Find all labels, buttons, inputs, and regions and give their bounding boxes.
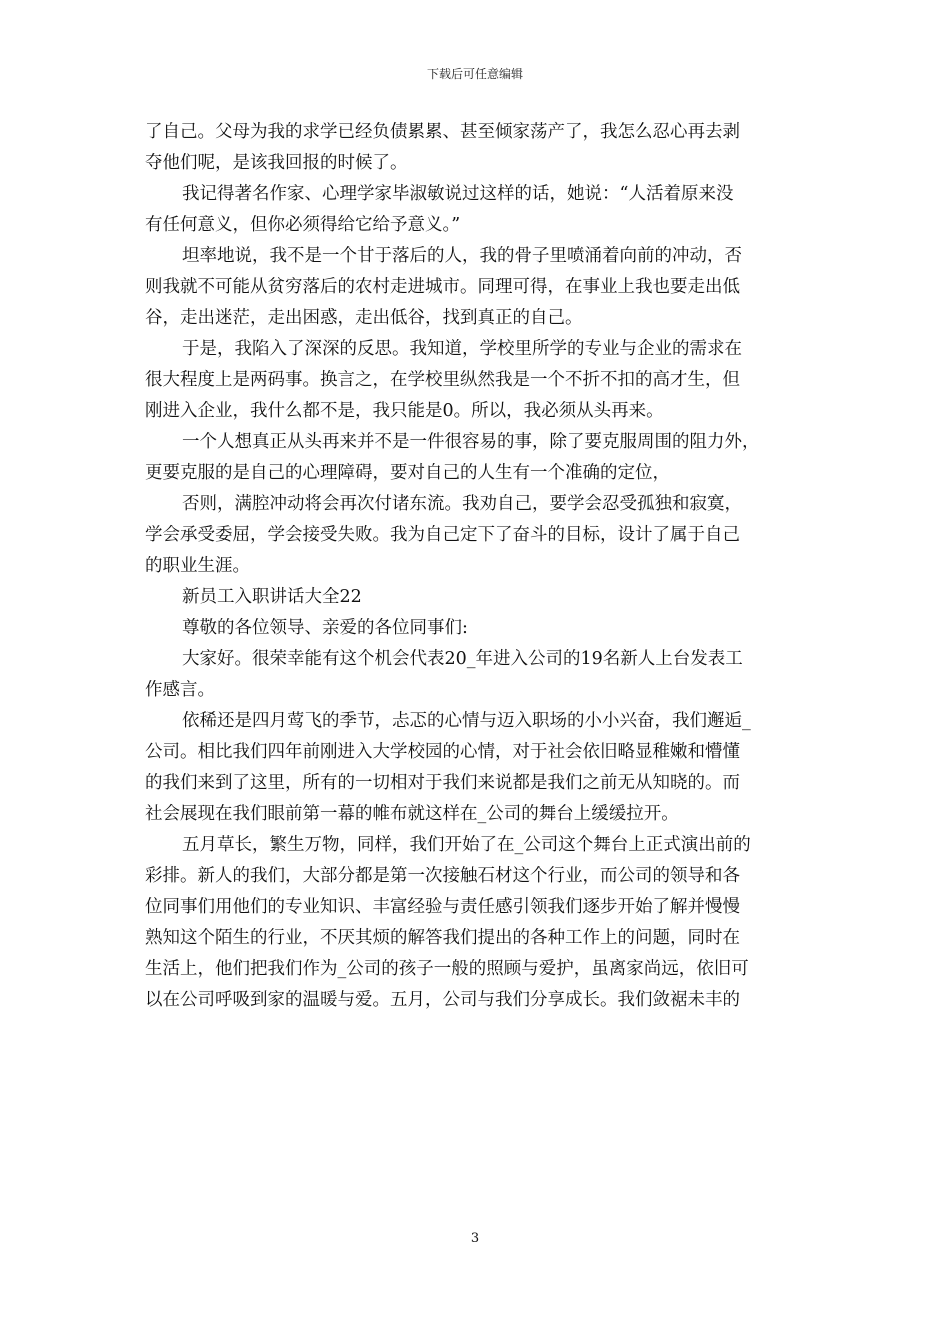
text-line: 则我就不可能从贫穷落后的农村走进城市。同理可得，在事业上我也要走出低 xyxy=(145,277,740,297)
text-line: 公司。相比我们四年前刚进入大学校园的心情，对于社会依旧略显稚嫩和懵懂 xyxy=(145,742,740,762)
text-line: 很大程度上是两码事。换言之，在学校里纵然我是一个不折不扣的高才生，但 xyxy=(145,370,740,390)
paragraph-start: 否则，满腔冲动将会再次付诸东流。我劝自己，要学会忍受孤独和寂寞， xyxy=(182,494,742,514)
text-line: 有任何意义，但你必须得给它给予意义。” xyxy=(145,215,461,235)
text-line: 熟知这个陌生的行业，不厌其烦的解答我们提出的各种工作上的问题，同时在 xyxy=(145,928,740,948)
text-line: 作感言。 xyxy=(145,680,215,700)
page-header: 下载后可任意编辑 xyxy=(426,67,523,81)
paragraph-start: 我记得著名作家、心理学家毕淑敏说过这样的话，她说：“人活着原来没 xyxy=(182,184,734,204)
paragraph-start: 大家好。很荣幸能有这个机会代表20_年进入公司的19名新人上台发表工 xyxy=(182,649,743,669)
text-line: 谷，走出迷茫，走出困惑，走出低谷，找到真正的自己。 xyxy=(145,308,583,328)
text-line: 彩排。新人的我们，大部分都是第一次接触石材这个行业，而公司的领导和各 xyxy=(145,866,740,886)
text-line: 的我们来到了这里，所有的一切相对于我们来说都是我们之前无从知晓的。而 xyxy=(145,773,740,793)
salutation: 尊敬的各位领导、亲爱的各位同事们: xyxy=(182,618,468,638)
text-line: 社会展现在我们眼前第一幕的帷布就这样在_公司的舞台上缓缓拉开。 xyxy=(145,804,679,824)
text-line: 以在公司呼吸到家的温暖与爱。五月，公司与我们分享成长。我们敛裾未丰的 xyxy=(145,990,740,1010)
paragraph-start: 坦率地说，我不是一个甘于落后的人，我的骨子里喷涌着向前的冲动，否 xyxy=(182,246,742,266)
paragraph-start: 依稀还是四月莺飞的季节，忐忑的心情与迈入职场的小小兴奋，我们邂逅_ xyxy=(182,711,751,731)
section-heading: 新员工入职讲话大全22 xyxy=(182,587,362,607)
text-line: 刚进入企业，我什么都不是，我只能是0。所以，我必须从头再来。 xyxy=(145,401,664,421)
document-body xyxy=(145,117,817,1016)
text-line: 夺他们呢，是该我回报的时候了。 xyxy=(145,153,408,173)
text-line: 的职业生涯。 xyxy=(145,556,250,576)
page-number: 3 xyxy=(470,1231,480,1246)
paragraph-start: 五月草长，繁生万物，同样，我们开始了在_公司这个舞台上正式演出前的 xyxy=(182,835,751,855)
text-line: 生活上，他们把我们作为_公司的孩子一般的照顾与爱护，虽离家尚远，依旧可 xyxy=(145,959,749,979)
text-line: 了自己。父母为我的求学已经负债累累、甚至倾家荡产了，我怎么忍心再去剥 xyxy=(145,122,740,142)
paragraph-start: 于是，我陷入了深深的反思。我知道，学校里所学的专业与企业的需求在 xyxy=(182,339,742,359)
paragraph-start: 一个人想真正从头再来并不是一件很容易的事，除了要克服周围的阻力外， xyxy=(182,432,760,452)
text-line: 更要克服的是自己的心理障碍，要对自己的人生有一个准确的定位， xyxy=(145,463,670,483)
text-line: 学会承受委屈，学会接受失败。我为自己定下了奋斗的目标，设计了属于自己 xyxy=(145,525,740,545)
text-line: 位同事们用他们的专业知识、丰富经验与责任感引领我们逐步开始了解并慢慢 xyxy=(145,897,740,917)
